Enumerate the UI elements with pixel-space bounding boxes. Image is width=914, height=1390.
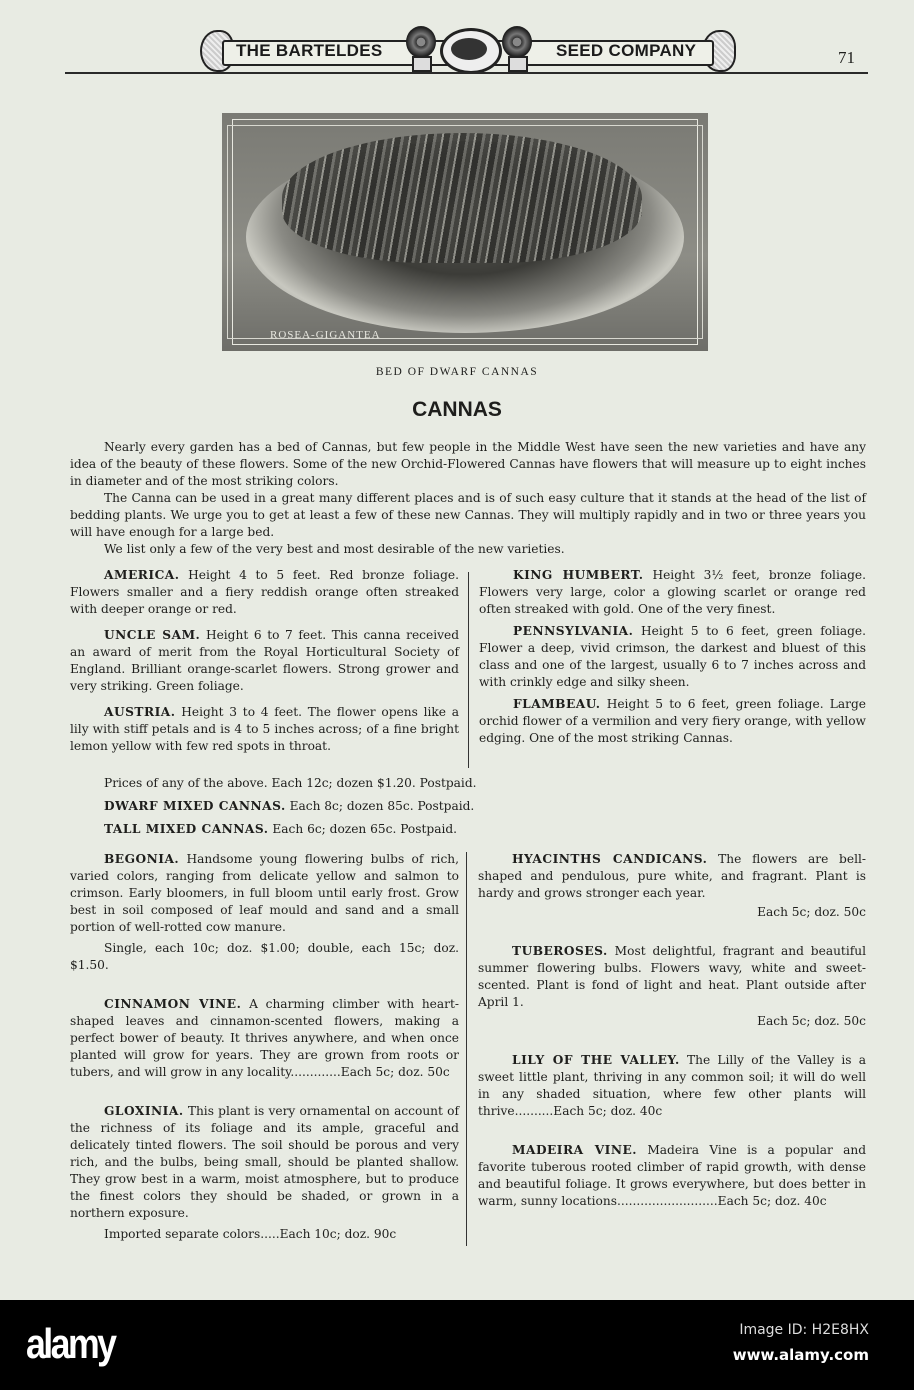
header-company-right: SEED COMPANY [556, 41, 697, 60]
bulb-entry-madeira-vine: MADEIRA VINE. Madeira Vine is a popular and favorite tuberous rooted climber of rapid growth, with dense and beautiful foliage. It grows everywhere, but does better in warm, sunny locations..........................Each 5c; doz. 40c [478, 1143, 866, 1208]
column-divider [468, 572, 469, 768]
price-line-any: Prices of any of the above. Each 12c; dozen $1.20. Postpaid. [104, 776, 477, 790]
header-banner [200, 26, 736, 70]
cannas-prices [104, 772, 477, 841]
right-pot-icon [508, 56, 528, 72]
alamy-logo: alamy [26, 1320, 115, 1367]
canna-bed-photo [222, 113, 708, 351]
begonia-price: Single, each 10c; doz. $1.00; double, each 15c; doz. $1.50. [70, 941, 459, 972]
bulb-entry-gloxinia: GLOXINIA. This plant is very ornamental on account of the richness of its foliage and its ample, graceful and delicately tinted flowers. The soil should be porous and very rich, and the bulbs, being small, should be planted shallow. They grow best in a warm, moist atmosphere, but to produce the finest colors they should be shaded, or grown in a northern exposure. [70, 1104, 460, 1220]
gloxinia-price: Imported separate colors.....Each 10c; doz. 90c [104, 1227, 397, 1241]
canna-entry-austria: AUSTRIA. Height 3 to 4 feet. The flower opens like a lily with stiff petals and is 4 to 5 inches across; of a fine bright lemon yellow with few red spots in throat. [70, 705, 460, 753]
price-line-dwarf: DWARF MIXED CANNAS. Each 8c; dozen 85c. Postpaid. [104, 799, 475, 813]
canna-entry-flambeau: FLAMBEAU. Height 5 to 6 feet, green foliage. Large orchid flower of a vermilion and very fiery orange, with yellow edging. One of the most striking Cannas. [479, 697, 867, 745]
tuberoses-price: Each 5c; doz. 50c [757, 1014, 866, 1028]
company-logo-medallion [440, 28, 502, 74]
bulbs-right-column [478, 851, 866, 1210]
intro-paragraph: Nearly every garden has a bed of Cannas, but few people in the Middle West have seen the new varieties and have any idea of the beauty of these flowers. Some of the new Orchid-Flowered Cannas have flowers that will measure up to eight inches in diameter and of the most striking colors. [70, 440, 866, 488]
header-rule [65, 72, 868, 74]
bulb-entry-hyacinths-candicans: HYACINTHS CANDICANS. The flowers are bell-shaped and pendulous, pure white, and fragrant. Plant is hardy and grows stronger each year. [478, 852, 866, 900]
intro-paragraph: The Canna can be used in a great many different places and is of such easy culture that it stands at the head of the list of bedding plants. We urge you to get at least a few of these new Cannas. They will multiply rapidly and in two or three years you will have enough for a large bed. [70, 491, 866, 539]
image-id: Image ID: H2E8HX [739, 1322, 869, 1338]
watermark-bar [0, 1300, 914, 1390]
hyacinths-price: Each 5c; doz. 50c [757, 905, 866, 919]
intro-paragraph: We list only a few of the very best and most desirable of the new varieties. [104, 542, 565, 556]
photo-caption: BED OF DWARF CANNAS [375, 366, 539, 378]
bulb-entry-lily-of-the-valley: LILY OF THE VALLEY. The Lilly of the Valley is a sweet little plant, thriving in any common soil; it will do well in any shaded situation, where few other plants will thrive..........Each 5c; doz. 40c [478, 1053, 866, 1118]
header-company-left: THE BARTELDES [236, 41, 383, 60]
cannas-left-column [70, 567, 459, 764]
photo-label: ROSEA-GIGANTEA [270, 329, 381, 341]
watermark-site: www.alamy.com [732, 1346, 869, 1364]
bulb-entry-begonia: BEGONIA. Handsome young flowering bulbs of rich, varied colors, ranging from delicate yellow and salmon to crimson. Early bloomers, in full bloom until early frost. Grow best in soil composed of leaf mould and sand and a small portion of well-rotted cow manure. [70, 852, 460, 934]
canna-entry-uncle-sam: UNCLE SAM. Height 6 to 7 feet. This canna received an award of merit from the Royal Horticultural Society of England. Brilliant orange-scarlet flowers. Strong grower and very striking. Green foliage. [70, 628, 460, 693]
cannas-right-column [479, 567, 866, 747]
canna-entry-king-humbert: KING HUMBERT. Height 3½ feet, bronze foliage. Flowers very large, color a glowing scarlet or orange red often streaked with gold. One of the very finest. [479, 568, 867, 616]
left-pot-icon [412, 56, 432, 72]
cannas-intro [70, 439, 866, 558]
section-title-cannas: CANNAS [412, 398, 502, 421]
price-line-tall: TALL MIXED CANNAS. Each 6c; dozen 65c. Postpaid. [104, 822, 458, 836]
bulb-entry-cinnamon-vine: CINNAMON VINE. A charming climber with heart-shaped leaves and cinnamon-scented flowers, making a perfect bower of beauty. It thrives anywhere, and when once planted will grow for years. They are grown from roots or tubers, and will grow in any locality.............Each 5c; doz. 50c [70, 997, 459, 1079]
bulbs-left-column [70, 851, 459, 1243]
left-tree-icon [406, 26, 436, 58]
page-number: 71 [838, 48, 855, 67]
bulb-entry-tuberoses: TUBEROSES. Most delightful, fragrant and beautiful summer flowering bulbs. Flowers wavy, white and sweet-scented. Plant is fond of light and heat. Plant outside after April 1. [478, 944, 866, 1009]
column-divider [466, 852, 467, 1246]
right-tree-icon [502, 26, 532, 58]
canna-entry-pennsylvania: PENNSYLVANIA. Height 5 to 6 feet, green foliage. Flower a deep, vivid crimson, the darkest and bluest of this class and one of the largest, usually 6 to 7 inches across and with crinkly edge and silky sheen. [479, 624, 867, 689]
canna-entry-america: AMERICA. Height 4 to 5 feet. Red bronze foliage. Flowers smaller and a fiery reddish orange often streaked with deeper orange or red. [70, 568, 459, 616]
